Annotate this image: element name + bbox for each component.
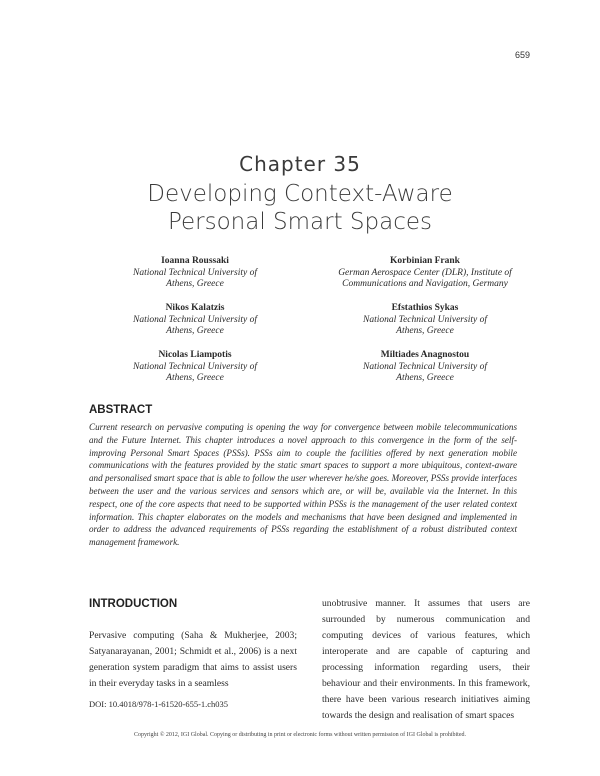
abstract-heading: ABSTRACT [89, 404, 153, 416]
author-block [315, 350, 535, 385]
chapter-title [0, 180, 600, 236]
author-block [85, 256, 305, 291]
author-block [315, 256, 535, 291]
author-location: Athens, Greece [166, 279, 224, 289]
author-location: Athens, Greece [396, 373, 454, 383]
author-location: Athens, Greece [166, 326, 224, 336]
abstract-text: Current research on pervasive computing is opening the way for convergence between mobile telecommunications and the Future Internet. This chapter introduces a novel approach to this convergence in the form of the self-improving Personal Smart Spaces (PSSs). PSSs aim to couple the facilities offered by next generation mobile communications with the features provided by the static smart spaces to support a more ubiquitous, context-aware and personalised smart space that is able to follow the user wherever he/she goes. Moreover, PSSs provide interfaces between the user and the various services and sensors which are, or will be, available via the Internet. In this respect, one of the core aspects that need to be supported within PSSs is the management of the user related context information. This chapter elaborates on the models and mechanisms that have been designed and implemented in order to address the advanced requirements of PSSs regarding the establishment of a robust distributed context management framework. [89, 422, 517, 548]
author-affiliation: German Aerospace Center (DLR), Institute of [338, 267, 512, 278]
copyright-footer: Copyright © 2012, IGI Global. Copying or distributing in print or electronic forms without written permission of IGI Global is prohibited. [133, 732, 466, 738]
title-line-2: Personal Smart Spaces [167, 209, 433, 235]
author-name: Nikos Kalatzis [165, 303, 225, 313]
author-name: Efstathios Sykas [391, 303, 459, 313]
author-block [315, 303, 535, 338]
intro-left-text: Pervasive computing (Saha & Mukherjee, 2003; Satyanarayanan, 2001; Schmidt et al., 2006) is a next generation system paradigm that aims to assist users in their everyday tasks in a seamless [89, 630, 297, 689]
author-name: Ioanna Roussaki [161, 256, 229, 266]
author-name: Nicolas Liampotis [158, 350, 232, 360]
author-block [85, 350, 305, 385]
author-block [85, 303, 305, 338]
author-affiliation: National Technical University of [133, 267, 257, 278]
author-affiliation: National Technical University of [133, 314, 257, 325]
author-name: Miltiades Anagnostou [380, 350, 470, 360]
chapter-label: Chapter 35 [239, 152, 361, 176]
title-line-1: Developing Context-Aware [147, 181, 453, 207]
intro-right-text: unobtrusive manner. It assumes that users are surrounded by numerous communication and computing devices of various features, which interoperate and are capable of capturing and processing information regarding users, their behaviour and their environments. In this framework, there have been various research initiatives aiming towards the design and realisation of smart spaces [322, 598, 530, 721]
author-name: Korbinian Frank [390, 256, 460, 266]
doi: DOI: 10.4018/978-1-61520-655-1.ch035 [89, 699, 229, 709]
page-number: 659 [514, 50, 530, 60]
introduction-heading: INTRODUCTION [89, 598, 178, 610]
author-affiliation: National Technical University of [363, 314, 487, 325]
author-affiliation: National Technical University of [363, 361, 487, 372]
author-affiliation: National Technical University of [133, 361, 257, 372]
author-location: Communications and Navigation, Germany [342, 279, 508, 289]
author-location: Athens, Greece [166, 373, 224, 383]
author-location: Athens, Greece [396, 326, 454, 336]
